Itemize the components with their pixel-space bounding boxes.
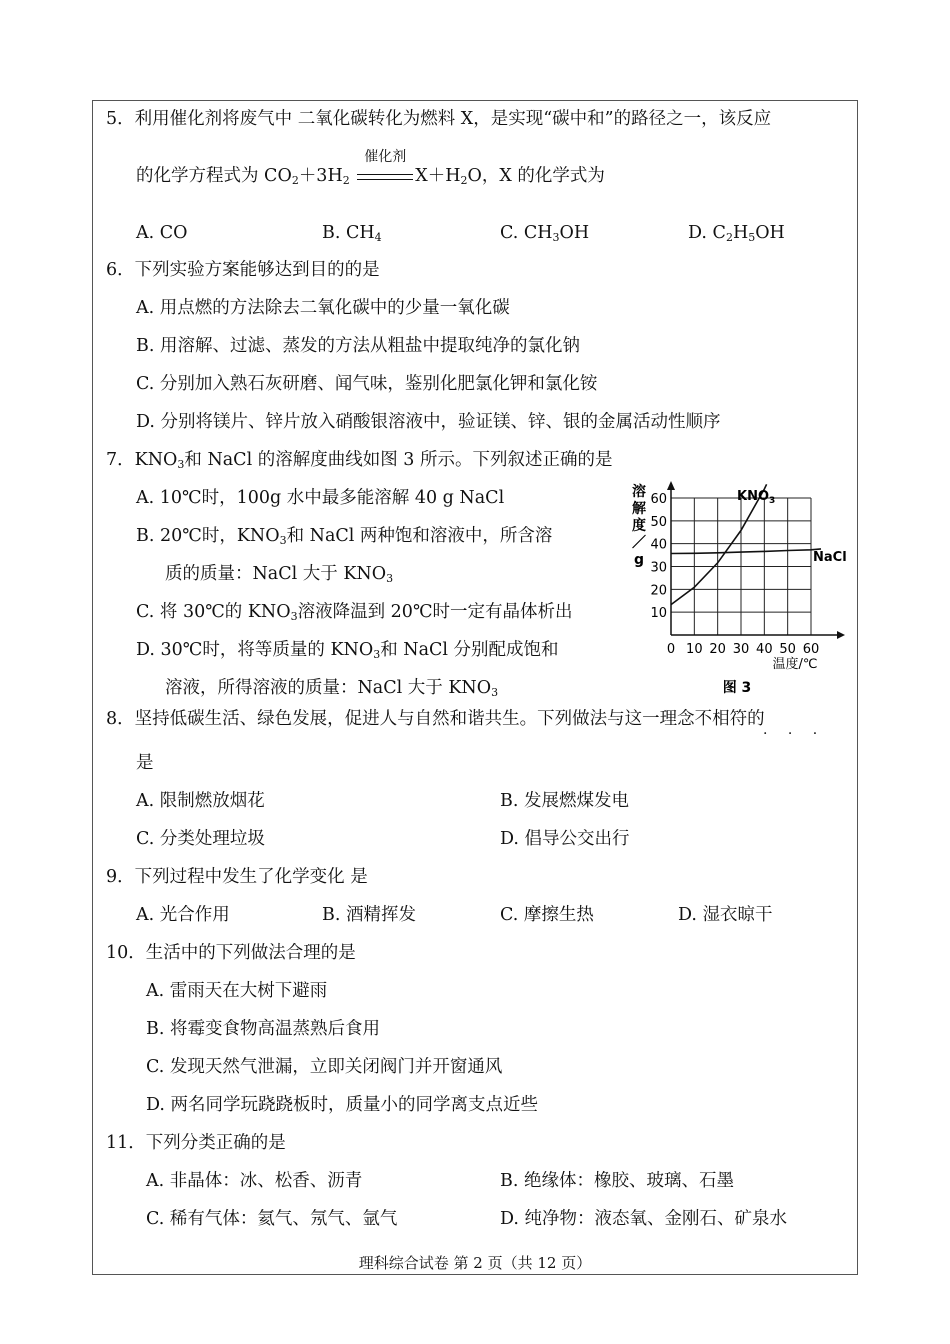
q9-option-b[interactable]: B. 酒精挥发 [322,905,416,925]
x-tick-label: 20 [709,642,726,657]
q6-option-d[interactable]: D. 分别将镁片、锌片放入硝酸银溶液中，验证镁、锌、银的金属活动性顺序 [136,412,721,432]
q9-option-d[interactable]: D. 湿衣晾干 [678,905,773,925]
q5-option-c[interactable]: C. $CH_3OH$ [500,223,590,244]
q10-option-b[interactable]: B. 将霉变食物高温蒸熟后食用 [146,1019,380,1039]
q5-equation-line: 的化学方程式为 $CO_2+3H_2$ 催化剂 $X+H_2O$，X 的化学式为 [136,165,605,187]
chart-grid [671,498,811,635]
reaction-arrow [355,149,415,187]
y-label-char: 度 [632,518,646,534]
x-tick-label: 40 [756,642,773,657]
q7-option-d-line1[interactable]: D. 30℃时，将等质量的 $KNO_3$和 NaCl 分别配成饱和 [136,640,559,661]
solubility-chart [625,480,855,702]
x-tick-labels [667,642,819,657]
nacl-curve [671,549,821,554]
emphasis-dots: · · · [763,726,826,742]
q5-option-d[interactable]: D. $C_2H_5OH$ [688,223,785,244]
x-tick-label: 10 [686,642,703,657]
q7-option-a[interactable]: A. 10℃时，100g 水中最多能溶解 40 g NaCl [136,488,505,508]
q9-stem: 9．下列过程中发生了化学变化 是 [106,867,368,887]
q10-option-d[interactable]: D. 两名同学玩跷跷板时，质量小的同学离支点近些 [146,1095,539,1115]
x-tick-label: 0 [666,642,676,657]
y-label-char: g [633,552,645,568]
q5-option-a[interactable]: A. CO [136,223,188,243]
y-tick-label: 20 [650,583,667,599]
q8-option-b[interactable]: B. 发展燃煤发电 [500,791,629,811]
q9-option-a[interactable]: A. 光合作用 [136,905,230,925]
q7-stem: 7．$KNO_3$和 NaCl 的溶解度曲线如图 3 所示。下列叙述正确的是 [106,450,613,471]
kno3-series-label: $KNO_3$ [737,489,776,506]
q10-option-a[interactable]: A. 雷雨天在大树下避雨 [146,981,328,1001]
q8-stem-line1: 8．坚持低碳生活、绿色发展，促进人与自然和谐共生。下列做法与这一理念不相符的 [106,709,765,729]
q8-option-c[interactable]: C. 分类处理垃圾 [136,829,265,849]
catalyst-label: 催化剂 [364,149,407,165]
q11-option-b[interactable]: B. 绝缘体：橡胶、玻璃、石墨 [500,1171,734,1191]
q10-stem: 10．生活中的下列做法合理的是 [106,943,356,963]
q11-option-c[interactable]: C. 稀有气体：氦气、氖气、氩气 [146,1209,398,1229]
y-tick-labels [650,492,667,621]
q7-option-c[interactable]: C. 将 30℃的 $KNO_3$溶液降温到 20℃时一定有晶体析出 [136,602,573,623]
q5-stem-line1: 5．利用催化剂将废气中 二氧化碳转化为燃料 X，是实现“碳中和”的路径之一，该反应 [106,109,772,129]
page-footer: 理科综合试卷 第 2 页（共 12 页） [358,1254,592,1272]
y-tick-label: 30 [650,560,667,576]
x-tick-label: 30 [732,642,750,657]
q10-option-c[interactable]: C. 发现天然气泄漏，立即关闭阀门并开窗通风 [146,1057,503,1077]
y-label-char: 溶 [632,484,646,500]
y-axis-arrow [667,481,675,490]
x-axis-label: 温度/℃ [772,657,818,672]
nacl-series-label: NaCl [813,550,847,565]
q8-option-d[interactable]: D. 倡导公交出行 [500,829,630,849]
figure-caption: 图 3 [722,680,752,696]
y-axis-label [632,483,647,568]
q8-option-a[interactable]: A. 限制燃放烟花 [136,791,265,811]
x-tick-label: 60 [802,642,820,657]
y-tick-label: 10 [650,606,667,622]
x-axis-arrow [837,631,845,639]
y-tick-label: 40 [650,537,667,553]
y-tick-label: 50 [650,514,667,530]
y-label-char: ／ [632,535,646,551]
q8-stem-line2: 是 [136,753,154,773]
q5-option-b[interactable]: B. $CH_4$ [322,223,382,244]
q7-option-b-line1[interactable]: B. 20℃时，$KNO_3$和 NaCl 两种饱和溶液中，所含溶 [136,526,553,547]
q6-option-b[interactable]: B. 用溶解、过滤、蒸发的方法从粗盐中提取纯净的氯化钠 [136,336,580,356]
y-label-char: 解 [632,501,646,517]
q6-option-c[interactable]: C. 分别加入熟石灰研磨、闻气味，鉴别化肥氯化钾和氯化铵 [136,374,598,394]
q11-option-a[interactable]: A. 非晶体：冰、松香、沥青 [146,1171,363,1191]
q9-option-c[interactable]: C. 摩擦生热 [500,905,594,925]
y-tick-label: 60 [650,492,667,507]
x-tick-label: 50 [779,642,796,657]
q11-option-d[interactable]: D. 纯净物：液态氧、金刚石、矿泉水 [500,1209,788,1229]
q11-stem: 11．下列分类正确的是 [106,1133,286,1153]
q6-option-a[interactable]: A. 用点燃的方法除去二氧化碳中的少量一氧化碳 [136,298,510,318]
q6-stem: 6．下列实验方案能够达到目的的是 [106,260,380,280]
q7-option-b-line2: 质的质量：NaCl 大于 $KNO_3$ [165,564,394,585]
q7-option-d-line2: 溶液，所得溶液的质量：NaCl 大于 $KNO_3$ [165,678,499,699]
